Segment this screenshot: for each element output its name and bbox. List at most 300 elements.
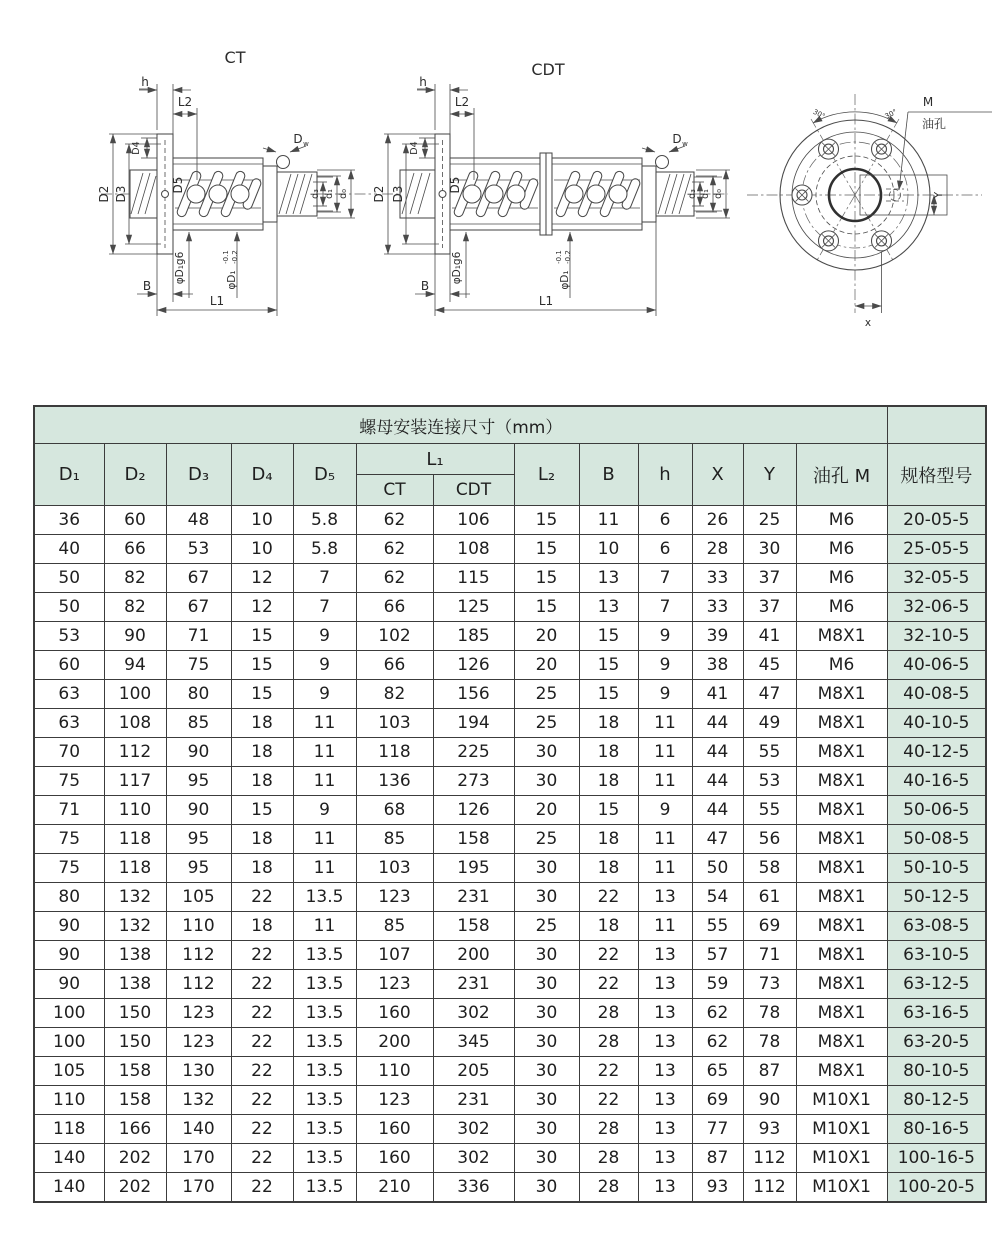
dim-value-cell: M8X1 <box>796 767 887 796</box>
bolt-hole <box>792 185 812 205</box>
col-header-d5: D₅ <box>293 444 356 506</box>
table-row <box>34 912 986 941</box>
dim-value-cell: 67 <box>166 564 231 593</box>
dim-value-cell: 158 <box>104 1057 166 1086</box>
dim-value-cell: 136 <box>356 767 433 796</box>
dim-value-cell: 9 <box>293 796 356 825</box>
dim-value-cell: 53 <box>166 535 231 564</box>
dim-value-cell: 231 <box>433 883 514 912</box>
cdt-drawing <box>370 46 735 351</box>
dim-value-cell: 130 <box>166 1057 231 1086</box>
dim-value-cell: 11 <box>638 854 692 883</box>
table-row <box>34 622 986 651</box>
dim-value-cell: M8X1 <box>796 1057 887 1086</box>
spec-model-cell: 50-12-5 <box>887 883 986 912</box>
cdt-left-screw-shaft <box>400 170 435 218</box>
dim-value-cell: 25 <box>743 506 796 535</box>
dim-value-cell: M8X1 <box>796 999 887 1028</box>
dim-value-cell: 103 <box>356 854 433 883</box>
dim-value-cell: 118 <box>104 854 166 883</box>
svg-text:-0.2: -0.2 <box>564 250 572 264</box>
svg-text:B: B <box>142 279 152 293</box>
dim-value-cell: 56 <box>743 825 796 854</box>
dim-value-cell: 11 <box>293 767 356 796</box>
dim-value-cell: 15 <box>514 593 579 622</box>
col-header-d3: D₃ <box>166 444 231 506</box>
dim-value-cell: 110 <box>104 796 166 825</box>
table-row <box>34 1028 986 1057</box>
table-row <box>34 1086 986 1115</box>
dim-value-cell: 12 <box>231 564 293 593</box>
cdt-label-d5: D5 <box>448 176 462 194</box>
dim-value-cell: 302 <box>433 1115 514 1144</box>
dim-value-cell: 123 <box>166 999 231 1028</box>
col-header-b: B <box>579 444 638 506</box>
dim-value-cell: 90 <box>743 1086 796 1115</box>
svg-text:L2: L2 <box>177 95 193 109</box>
spec-model-cell: 40-10-5 <box>887 709 986 738</box>
spec-model-cell: 32-05-5 <box>887 564 986 593</box>
svg-text:h: h <box>419 75 427 89</box>
dim-value-cell: 231 <box>433 970 514 999</box>
dim-value-cell: 13 <box>638 1086 692 1115</box>
dim-value-cell: 150 <box>104 999 166 1028</box>
dim-value-cell: 71 <box>743 941 796 970</box>
cdt-right-boss <box>642 166 656 222</box>
dim-value-cell: M6 <box>796 564 887 593</box>
dim-value-cell: 15 <box>579 651 638 680</box>
bolt-hole <box>872 139 892 159</box>
dim-value-cell: 30 <box>514 1057 579 1086</box>
dim-value-cell: 93 <box>743 1115 796 1144</box>
dim-value-cell: 13 <box>579 564 638 593</box>
dim-value-cell: 15 <box>514 564 579 593</box>
dim-value-cell: M10X1 <box>796 1144 887 1173</box>
dim-value-cell: 11 <box>638 767 692 796</box>
dim-value-cell: 22 <box>231 883 293 912</box>
svg-text:D4: D4 <box>409 141 420 155</box>
svg-text:D2: D2 <box>97 185 111 203</box>
dim-value-cell: 69 <box>743 912 796 941</box>
svg-text:30°: 30° <box>883 107 899 121</box>
dim-value-cell: 80 <box>166 680 231 709</box>
dim-value-cell: 108 <box>104 709 166 738</box>
dim-value-cell: 82 <box>104 564 166 593</box>
dim-value-cell: 90 <box>104 622 166 651</box>
dim-value-cell: 13 <box>638 883 692 912</box>
dim-value-cell: 78 <box>743 1028 796 1057</box>
dim-value-cell: 13.5 <box>293 1057 356 1086</box>
dim-value-cell: 13 <box>638 1144 692 1173</box>
ct-drawing-title: CT <box>224 48 246 67</box>
dim-value-cell: 25 <box>514 680 579 709</box>
dim-value-cell: 20 <box>514 651 579 680</box>
spec-model-cell: 80-12-5 <box>887 1086 986 1115</box>
col-header-model: 规格型号 <box>887 444 986 506</box>
dim-value-cell: 47 <box>743 680 796 709</box>
dim-value-cell: 200 <box>356 1028 433 1057</box>
dim-value-cell: 50 <box>34 564 104 593</box>
dim-value-cell: 55 <box>743 796 796 825</box>
dim-value-cell: 138 <box>104 970 166 999</box>
dim-value-cell: 38 <box>692 651 743 680</box>
spec-model-cell: 80-10-5 <box>887 1057 986 1086</box>
dim-value-cell: 185 <box>433 622 514 651</box>
cdt-drawing-title: CDT <box>531 60 565 79</box>
dim-value-cell: 112 <box>743 1144 796 1173</box>
svg-text:φD₁: φD₁ <box>559 270 571 290</box>
dim-value-cell: 18 <box>579 738 638 767</box>
dim-value-cell: 61 <box>743 883 796 912</box>
dim-value-cell: 15 <box>231 651 293 680</box>
dim-value-cell: 30 <box>514 1144 579 1173</box>
col-header-d2: D₂ <box>104 444 166 506</box>
dim-value-cell: 30 <box>514 1173 579 1203</box>
table-row <box>34 593 986 622</box>
dim-value-cell: 44 <box>692 796 743 825</box>
dim-value-cell: 87 <box>743 1057 796 1086</box>
ct-dim-phid1g6 <box>174 232 189 298</box>
col-header-cdt: CDT <box>433 475 514 506</box>
table-row <box>34 767 986 796</box>
svg-text:d₁: d₁ <box>700 189 711 199</box>
bolt-hole <box>819 231 839 251</box>
dim-value-cell: M8X1 <box>796 709 887 738</box>
dim-value-cell: 40 <box>34 535 104 564</box>
dim-value-cell: 22 <box>231 1086 293 1115</box>
svg-text:L1: L1 <box>538 294 554 308</box>
col-header-x: X <box>692 444 743 506</box>
dim-value-cell: 15 <box>579 622 638 651</box>
dim-value-cell: 26 <box>692 506 743 535</box>
dim-value-cell: 85 <box>166 709 231 738</box>
dim-value-cell: 11 <box>579 506 638 535</box>
dim-value-cell: 107 <box>356 941 433 970</box>
spec-model-cell: 40-08-5 <box>887 680 986 709</box>
svg-text:x: x <box>864 317 872 329</box>
ct-right-boss <box>263 166 277 222</box>
dim-value-cell: 118 <box>34 1115 104 1144</box>
dim-value-cell: 6 <box>638 506 692 535</box>
dim-value-cell: 13.5 <box>293 941 356 970</box>
spec-model-cell: 80-16-5 <box>887 1115 986 1144</box>
svg-text:D2: D2 <box>372 185 386 203</box>
dim-value-cell: 77 <box>692 1115 743 1144</box>
table-row <box>34 854 986 883</box>
spec-model-cell: 63-10-5 <box>887 941 986 970</box>
table-row <box>34 825 986 854</box>
dim-value-cell: 10 <box>231 506 293 535</box>
col-header-d1: D₁ <box>34 444 104 506</box>
col-header-ct: CT <box>356 475 433 506</box>
dim-value-cell: 102 <box>356 622 433 651</box>
dim-value-cell: 30 <box>514 883 579 912</box>
dim-value-cell: 62 <box>692 1028 743 1057</box>
dim-value-cell: 75 <box>166 651 231 680</box>
flange-end-view <box>742 68 996 333</box>
dim-value-cell: 18 <box>231 767 293 796</box>
col-header-h: h <box>638 444 692 506</box>
dim-value-cell: 100 <box>34 1028 104 1057</box>
dim-value-cell: 160 <box>356 1144 433 1173</box>
dim-value-cell: 15 <box>231 796 293 825</box>
dim-value-cell: 118 <box>104 825 166 854</box>
col-header-l2: L₂ <box>514 444 579 506</box>
table-body <box>34 506 986 1203</box>
svg-text:φD₁g6: φD₁g6 <box>451 251 463 285</box>
dim-value-cell: 9 <box>638 796 692 825</box>
dim-value-cell: 33 <box>692 564 743 593</box>
dim-value-cell: 11 <box>638 912 692 941</box>
dim-value-cell: 200 <box>433 941 514 970</box>
svg-text:-0.1: -0.1 <box>222 250 230 264</box>
dim-value-cell: 115 <box>433 564 514 593</box>
table-row <box>34 1057 986 1086</box>
dim-value-cell: 85 <box>356 825 433 854</box>
dim-value-cell: 22 <box>231 1144 293 1173</box>
dim-value-cell: 90 <box>34 970 104 999</box>
dim-value-cell: 87 <box>692 1144 743 1173</box>
table-row <box>34 535 986 564</box>
svg-text:Y: Y <box>933 191 945 199</box>
spec-model-cell: 63-20-5 <box>887 1028 986 1057</box>
dim-value-cell: M8X1 <box>796 854 887 883</box>
dim-value-cell: 60 <box>34 651 104 680</box>
dim-value-cell: 18 <box>231 854 293 883</box>
cdt-dim-dw <box>642 132 688 152</box>
dim-value-cell: 63 <box>34 709 104 738</box>
dim-value-cell: 20 <box>514 796 579 825</box>
dim-value-cell: 63 <box>34 680 104 709</box>
svg-text:B: B <box>420 279 430 293</box>
dim-value-cell: 112 <box>166 970 231 999</box>
dim-value-cell: 18 <box>579 854 638 883</box>
dim-value-cell: 44 <box>692 767 743 796</box>
dim-value-cell: 126 <box>433 796 514 825</box>
dim-value-cell: 55 <box>692 912 743 941</box>
dim-value-cell: 22 <box>231 1057 293 1086</box>
dim-value-cell: 11 <box>293 825 356 854</box>
table-row <box>34 709 986 738</box>
dim-value-cell: 302 <box>433 1144 514 1173</box>
dim-value-cell: 28 <box>579 1144 638 1173</box>
dim-value-cell: 194 <box>433 709 514 738</box>
dim-value-cell: 13 <box>638 1173 692 1203</box>
dim-value-cell: 30 <box>514 1115 579 1144</box>
dim-value-cell: 33 <box>692 593 743 622</box>
dim-value-cell: 30 <box>514 1028 579 1057</box>
dim-value-cell: 12 <box>231 593 293 622</box>
dim-value-cell: 202 <box>104 1144 166 1173</box>
dim-value-cell: 18 <box>579 709 638 738</box>
svg-text:-0.2: -0.2 <box>231 250 239 264</box>
dim-value-cell: 30 <box>514 970 579 999</box>
dim-value-cell: 50 <box>692 854 743 883</box>
dim-value-cell: 123 <box>356 883 433 912</box>
svg-text:L1: L1 <box>209 294 225 308</box>
dim-value-cell: 302 <box>433 999 514 1028</box>
col-header-d4: D₄ <box>231 444 293 506</box>
dim-value-cell: 126 <box>433 651 514 680</box>
svg-text:D3: D3 <box>114 185 128 203</box>
ct-left-screw-shaft <box>130 170 157 218</box>
dim-value-cell: 67 <box>166 593 231 622</box>
table-row <box>34 941 986 970</box>
spec-model-cell: 100-16-5 <box>887 1144 986 1173</box>
dim-value-cell: 170 <box>166 1144 231 1173</box>
ct-dim-d4 <box>131 138 157 158</box>
spec-model-cell: 63-12-5 <box>887 970 986 999</box>
spec-model-cell: 40-12-5 <box>887 738 986 767</box>
nut-dimension-table <box>33 405 987 1203</box>
dim-value-cell: 22 <box>579 1057 638 1086</box>
end-view-dim-x <box>855 252 882 329</box>
table-title: 螺母安装连接尺寸（mm） <box>34 406 887 444</box>
dim-value-cell: 75 <box>34 825 104 854</box>
dim-value-cell: 44 <box>692 738 743 767</box>
svg-text:D3: D3 <box>391 185 405 203</box>
dim-value-cell: 93 <box>692 1173 743 1203</box>
dim-value-cell: 123 <box>356 1086 433 1115</box>
table-row <box>34 564 986 593</box>
dim-value-cell: 18 <box>579 767 638 796</box>
dim-value-cell: 45 <box>743 651 796 680</box>
ct-label-d5: D5 <box>171 176 185 194</box>
ct-right-screw-shaft <box>277 156 334 217</box>
dim-value-cell: 9 <box>638 680 692 709</box>
dim-value-cell: 54 <box>692 883 743 912</box>
dim-value-cell: 75 <box>34 854 104 883</box>
dim-value-cell: M8X1 <box>796 796 887 825</box>
dim-value-cell: 22 <box>579 941 638 970</box>
dim-value-cell: 9 <box>293 680 356 709</box>
dim-value-cell: 105 <box>34 1057 104 1086</box>
dim-value-cell: 13.5 <box>293 1173 356 1203</box>
spec-model-cell: 50-08-5 <box>887 825 986 854</box>
dim-value-cell: M8X1 <box>796 825 887 854</box>
dim-value-cell: M8X1 <box>796 622 887 651</box>
dim-value-cell: 15 <box>231 622 293 651</box>
dim-value-cell: 110 <box>356 1057 433 1086</box>
dim-value-cell: 11 <box>293 912 356 941</box>
spec-model-cell: 63-08-5 <box>887 912 986 941</box>
svg-text:w: w <box>303 140 309 148</box>
dim-value-cell: 62 <box>356 564 433 593</box>
svg-text:h: h <box>141 75 149 89</box>
ct-drawing <box>85 46 385 351</box>
dim-value-cell: 25 <box>514 709 579 738</box>
dim-value-cell: 7 <box>638 564 692 593</box>
dim-value-cell: 13 <box>638 941 692 970</box>
dim-value-cell: 15 <box>579 680 638 709</box>
dim-value-cell: 66 <box>104 535 166 564</box>
dim-value-cell: 62 <box>356 535 433 564</box>
dim-value-cell: 150 <box>104 1028 166 1057</box>
dim-value-cell: 15 <box>231 680 293 709</box>
table-row <box>34 999 986 1028</box>
dim-value-cell: 7 <box>638 593 692 622</box>
dim-value-cell: 156 <box>433 680 514 709</box>
dim-value-cell: 18 <box>579 825 638 854</box>
dim-value-cell: 112 <box>743 1173 796 1203</box>
cdt-dim-d4 <box>409 138 435 158</box>
cdt-nut-body-2 <box>552 158 656 230</box>
dim-value-cell: 30 <box>514 1086 579 1115</box>
spec-model-cell: 32-06-5 <box>887 593 986 622</box>
dim-value-cell: M8X1 <box>796 738 887 767</box>
dim-value-cell: M6 <box>796 651 887 680</box>
table-row <box>34 651 986 680</box>
cdt-ball-dw <box>656 156 669 169</box>
dim-value-cell: 123 <box>356 970 433 999</box>
table-row <box>34 738 986 767</box>
dim-value-cell: 110 <box>166 912 231 941</box>
dim-value-cell: 210 <box>356 1173 433 1203</box>
dim-value-cell: 13 <box>579 593 638 622</box>
dim-value-cell: M10X1 <box>796 1173 887 1203</box>
dim-value-cell: 47 <box>692 825 743 854</box>
dim-value-cell: 9 <box>638 651 692 680</box>
dim-value-cell: 95 <box>166 825 231 854</box>
col-header-oil-hole: 油孔 M <box>796 444 887 506</box>
dim-value-cell: 60 <box>104 506 166 535</box>
dim-value-cell: 11 <box>293 854 356 883</box>
dim-value-cell: 118 <box>356 738 433 767</box>
table-title-corner <box>887 406 986 444</box>
dim-value-cell: 225 <box>433 738 514 767</box>
dim-value-cell: 105 <box>166 883 231 912</box>
dim-value-cell: 62 <box>356 506 433 535</box>
dim-value-cell: 66 <box>356 651 433 680</box>
dim-value-cell: 11 <box>638 825 692 854</box>
dim-value-cell: 22 <box>231 1173 293 1203</box>
bolt-hole <box>872 231 892 251</box>
svg-text:φD₁: φD₁ <box>226 270 238 290</box>
table-row <box>34 1144 986 1173</box>
dim-value-cell: 336 <box>433 1173 514 1203</box>
svg-text:d₁: d₁ <box>324 189 335 199</box>
svg-text:D4: D4 <box>131 141 142 155</box>
dim-value-cell: 5.8 <box>293 535 356 564</box>
end-view-bolt-holes <box>792 139 892 251</box>
dim-value-cell: 11 <box>638 709 692 738</box>
dim-value-cell: 100 <box>104 680 166 709</box>
ct-ball-1 <box>187 185 205 203</box>
dim-value-cell: 231 <box>433 1086 514 1115</box>
svg-text:d₃: d₃ <box>687 189 698 199</box>
dim-value-cell: 132 <box>104 912 166 941</box>
table-row <box>34 680 986 709</box>
dim-value-cell: 18 <box>231 912 293 941</box>
dim-value-cell: 37 <box>743 593 796 622</box>
dim-value-cell: 7 <box>293 593 356 622</box>
dim-value-cell: 90 <box>34 912 104 941</box>
dim-value-cell: 132 <box>166 1086 231 1115</box>
table-row <box>34 506 986 535</box>
dim-value-cell: 20 <box>514 622 579 651</box>
dim-value-cell: 22 <box>231 999 293 1028</box>
dim-value-cell: 202 <box>104 1173 166 1203</box>
svg-text:L2: L2 <box>454 95 470 109</box>
dim-value-cell: 13.5 <box>293 1115 356 1144</box>
dim-value-cell: 11 <box>293 709 356 738</box>
dim-value-cell: 13 <box>638 970 692 999</box>
cdt-joint-ring <box>540 153 552 235</box>
ct-ball-2 <box>209 185 227 203</box>
dim-value-cell: 65 <box>692 1057 743 1086</box>
dim-value-cell: M8X1 <box>796 1028 887 1057</box>
svg-text:φD₁g6: φD₁g6 <box>174 251 186 285</box>
